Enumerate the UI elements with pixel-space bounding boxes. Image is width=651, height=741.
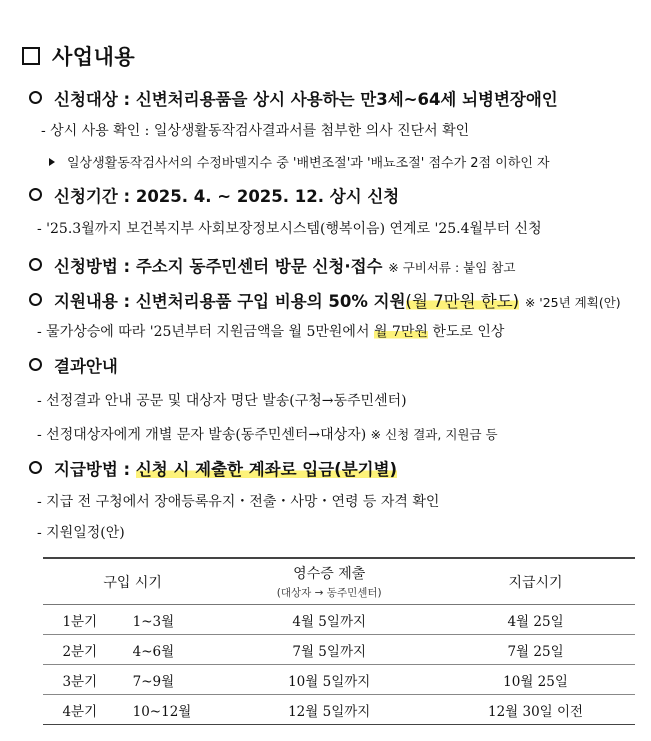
support-limit-highlight: (월 7만원 한도) <box>405 292 520 311</box>
period-detail: - '25.3월까지 보건복지부 사회보장정보시스템(행복이음) 연계로 '25.4월부터 신청 <box>37 221 542 237</box>
payment-cell: 4월 25일 <box>507 613 564 630</box>
payment-cell: 10월 25일 <box>503 673 568 690</box>
support-note: ※ '25년 계획(안) <box>524 295 621 310</box>
target-subdetail: 일상생활동작검사서의 수정바델지수 중 '배변조절'과 '배뇨조절' 점수가 2점 이하인 자 <box>49 152 550 171</box>
circle-bullet-icon <box>29 358 42 371</box>
circle-bullet-icon <box>29 293 42 306</box>
receipt-cell: 12월 5일까지 <box>288 703 371 720</box>
quarter-cell: 2분기 <box>62 643 98 660</box>
support-amount-highlight: 월 7만원 <box>373 324 428 340</box>
circle-bullet-icon <box>29 461 42 474</box>
table-row <box>43 605 635 635</box>
receipt-cell: 7월 5일까지 <box>292 643 367 660</box>
schedule-table <box>43 557 635 725</box>
target-detail: - 상시 사용 확인 : 일상생활동작검사결과서를 첨부한 의사 진단서 확인 <box>41 123 470 139</box>
table-row <box>43 695 635 725</box>
quarter-cell: 4분기 <box>62 703 98 720</box>
payment-cell: 7월 25일 <box>507 643 564 660</box>
payment-method-highlight: 신청 시 제출한 계좌로 입금(분기별) <box>135 460 398 479</box>
header-payment: 지급시기 <box>508 574 563 591</box>
schedule-label: - 지원일정(안) <box>37 525 125 541</box>
circle-bullet-icon <box>29 91 42 104</box>
payment-heading: 지급방법 : 신청 시 제출한 계좌로 입금(분기별) <box>29 456 397 480</box>
checkbox-square-icon <box>22 47 40 65</box>
quarter-cell: 3분기 <box>62 673 98 690</box>
result-detail-1: - 선정결과 안내 공문 및 대상자 명단 발송(구청→동주민센터) <box>37 393 407 409</box>
months-cell: 10~12월 <box>132 703 192 720</box>
target-heading: 신청대상 : 신변처리용품을 상시 사용하는 만3세~64세 뇌병변장애인 <box>29 86 558 110</box>
triangle-bullet-icon <box>49 158 55 166</box>
circle-bullet-icon <box>29 188 42 201</box>
header-receipt: 영수증 제출 (대상자 → 동주민센터) <box>276 566 382 599</box>
result-heading: 결과안내 <box>29 353 118 377</box>
schedule-header-row <box>43 558 635 605</box>
header-purchase: 구입 시기 <box>103 574 162 591</box>
payment-detail: - 지급 전 구청에서 장애등록유지・전출・사망・연령 등 자격 확인 <box>37 494 440 510</box>
receipt-cell: 4월 5일까지 <box>292 613 367 630</box>
receipt-cell: 10월 5일까지 <box>288 673 371 690</box>
table-row <box>43 665 635 695</box>
payment-cell: 12월 30일 이전 <box>487 703 584 720</box>
quarter-cell: 1분기 <box>62 613 98 630</box>
method-note: ※ 구비서류 : 붙임 참고 <box>388 260 516 275</box>
support-detail: - 물가상승에 따라 '25년부터 지원금액을 월 5만원에서 월 7만원 한도로 인상 <box>37 324 505 340</box>
months-cell: 1~3월 <box>132 613 175 630</box>
months-cell: 4~6월 <box>132 643 175 660</box>
method-heading: 신청방법 : 주소지 동주민센터 방문 신청·접수 ※ 구비서류 : 붙임 참고 <box>29 253 515 277</box>
section-title: 사업내용 <box>22 41 135 71</box>
table-row <box>43 635 635 665</box>
months-cell: 7~9월 <box>132 673 175 690</box>
circle-bullet-icon <box>29 258 42 271</box>
support-heading: 지원내용 : 신변처리용품 구입 비용의 50% 지원(월 7만원 한도) ※ '25년 계획(안) <box>29 288 621 312</box>
result-detail-2: - 선정대상자에게 개별 문자 발송(동주민센터→대상자) ※ 신청 결과, 지원금 등 <box>37 427 498 443</box>
period-heading: 신청기간 : 2025. 4. ~ 2025. 12. 상시 신청 <box>29 183 399 207</box>
